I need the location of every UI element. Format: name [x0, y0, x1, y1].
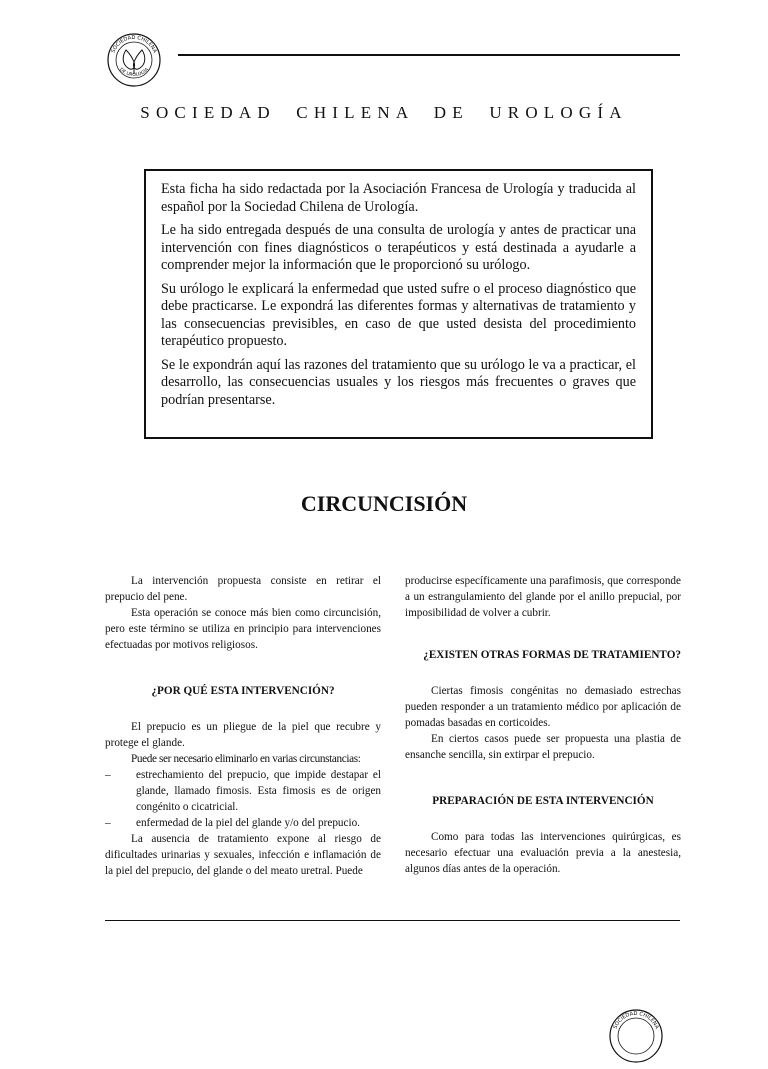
- society-name: SOCIEDAD CHILENA DE UROLOGÍA: [140, 103, 628, 122]
- section-heading-alternatives: ¿EXISTEN OTRAS FORMAS DE TRATAMIENTO?: [423, 649, 681, 661]
- paragraph: La ausencia de tratamiento expone al riesgo de dificultades urinarias y sexuales, infección e inflamación de la piel del prepucio, del glande o del meato uretral. Puede: [105, 833, 381, 877]
- right-column: [405, 573, 681, 877]
- svg-text:DE UROLOGÍA: DE UROLOGÍA: [118, 67, 150, 79]
- intro-paragraph-3: Su urólogo le explicará la enfermedad que usted sufre o el proceso diagnóstico que debe practicarse. Le expondrá las diferentes formas y alternativas de tratamiento y las consecuencias previsibles, en caso de que usted desista del procedimiento terapéutico propuesto.: [161, 280, 636, 349]
- left-column: [105, 573, 381, 879]
- paragraph: producirse específicamente una parafimosis, que corresponde a un estrangulamiento del glande por el anillo prepucial, por imposibilidad de volver a cubrir.: [405, 575, 681, 619]
- header-rule: [178, 54, 680, 56]
- paragraph: En ciertos casos puede ser propuesta una plastia de ensanche sencilla, sin extirpar el prepucio.: [405, 733, 681, 761]
- bullet-list: [105, 767, 381, 831]
- list-item: [105, 815, 381, 831]
- section-heading-preparation: PREPARACIÓN DE ESTA INTERVENCIÓN: [432, 795, 654, 807]
- svg-text:SOCIEDAD CHILENA: SOCIEDAD CHILENA: [110, 34, 158, 54]
- bullet-dash: –: [105, 769, 111, 781]
- paragraph: Puede ser necesario eliminarlo en varias circunstancias:: [131, 753, 361, 765]
- paragraph: Como para todas las intervenciones quirúrgicas, es necesario efectuar una evaluación previa a la anestesia, algunos días antes de la operación.: [405, 831, 681, 875]
- intro-box: [144, 169, 653, 439]
- svg-text:SOCIEDAD CHILENA: SOCIEDAD CHILENA: [612, 1010, 660, 1030]
- page-title: CIRCUNCISIÓN: [300, 491, 468, 516]
- intro-paragraph-2: Le ha sido entregada después de una consulta de urología y antes de practicar una intervención con fines diagnósticos o terapéuticos y está destinada a ayudarle a comprender mejor la información que le proporcionó su urólogo.: [161, 222, 636, 273]
- list-item-text: enfermedad de la piel del glande y/o del prepucio.: [136, 817, 360, 829]
- paragraph: El prepucio es un pliegue de la piel que recubre y protege el glande.: [105, 721, 381, 749]
- intro-paragraph-4: Se le expondrán aquí las razones del tratamiento que su urólogo le va a practicar, el desarrollo, las consecuencias usuales y los riesgos más frecuentes o graves que podrían presentarse.: [161, 356, 636, 408]
- list-item-text: estrechamiento del prepucio, que impide destapar el glande, llamado fimosis. Esta fimosis es de origen congénito o cicatricial.: [136, 769, 381, 813]
- intro-paragraph-1: Esta ficha ha sido redactada por la Asociación Francesa de Urología y traducida al español por la Sociedad Chilena de Urología.: [161, 181, 636, 215]
- paragraph: Esta operación se conoce más bien como circuncisión, pero este término se utiliza en principio para intervenciones efectuadas por motivos religiosos.: [105, 607, 381, 651]
- footer-logo-seal: [608, 1008, 664, 1064]
- list-item: [105, 767, 381, 815]
- paragraph: La intervención propuesta consiste en retirar el prepucio del pene.: [105, 575, 381, 603]
- bullet-dash: –: [105, 817, 111, 829]
- footer-rule: [105, 920, 680, 921]
- paragraph: Ciertas fimosis congénitas no demasiado estrechas pueden responder a un tratamiento médico por aplicación de pomadas basadas en corticoides.: [405, 685, 681, 729]
- society-logo-seal: [106, 32, 162, 88]
- section-heading-why: ¿POR QUÉ ESTA INTERVENCIÓN?: [151, 685, 335, 697]
